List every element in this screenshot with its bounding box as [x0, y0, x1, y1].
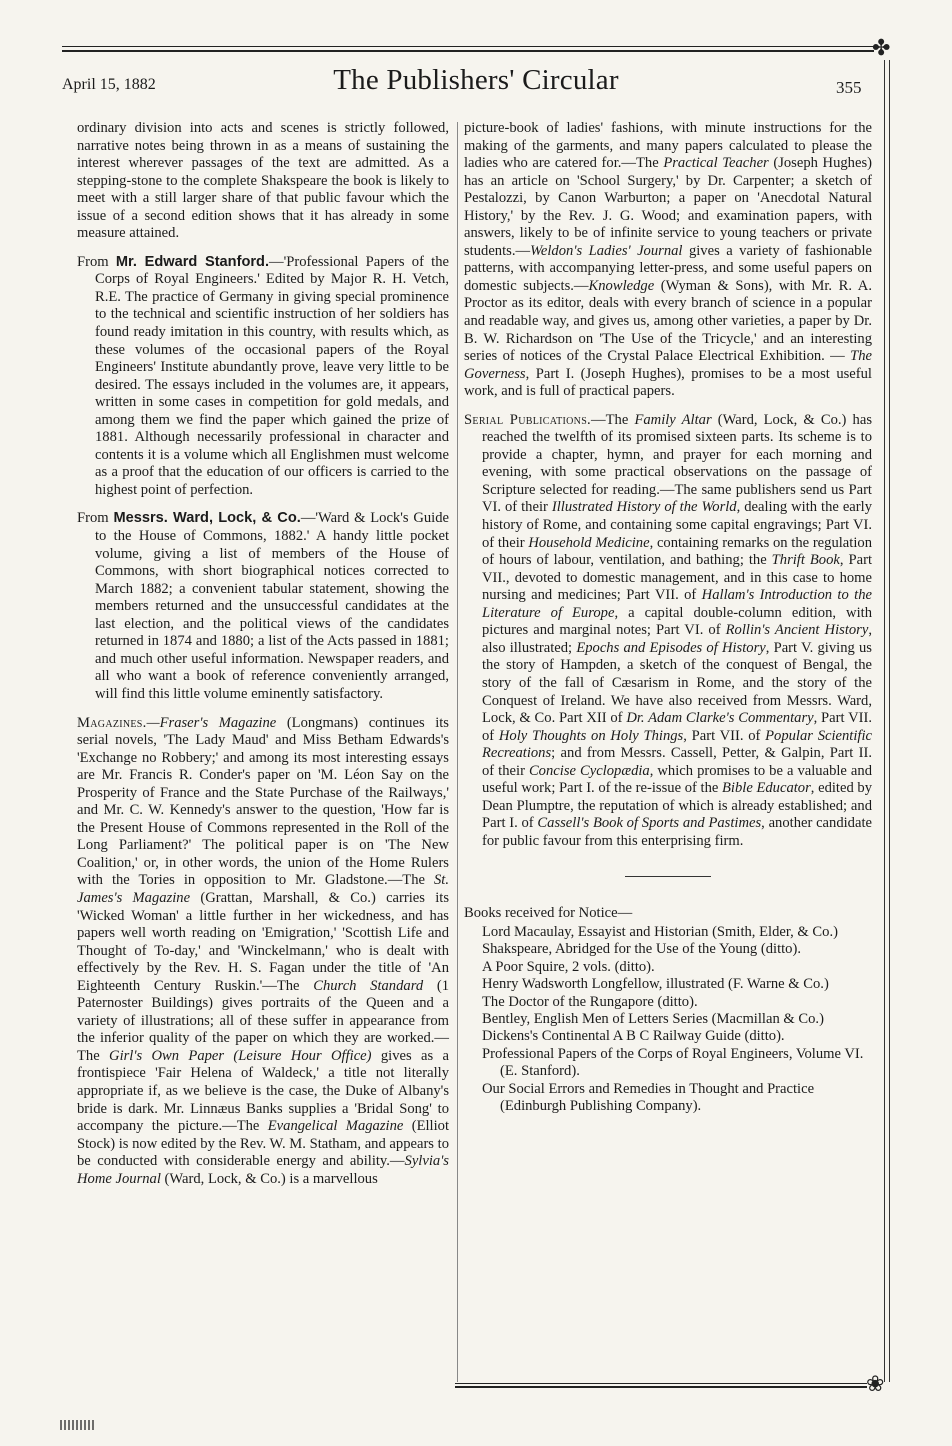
bottom-ornament-icon: ❀ — [866, 1372, 885, 1397]
serial-text-m: , edited by Dean Plumptre, the reputation of which is already established; and Part I. of — [482, 780, 873, 832]
illustrated-history-title: Illustrated History of the World — [551, 499, 737, 516]
page-title: The Publishers' Circular — [333, 64, 619, 96]
stanford-publisher: Mr. Edward Stanford. — [115, 253, 270, 270]
serial-text-k: ; and from Messrs. Cassell, Petter, & Galpin, Part II. of their — [482, 745, 872, 779]
right-text-b: (Joseph Hughes) has an article on 'School Surgery,' by Dr. Carpenter; a sketch of Pestalozzi, by Canon Warburton; a paper on 'Anecdotal Natural History,' by the Rev. J. G. Wood; and examination papers, with answers, likely to be of infinite service to young teachers or private students.— — [464, 155, 872, 259]
book-item: Lord Macaulay, Essayist and Historian (Smith, Elder, & Co.) — [482, 923, 838, 940]
left-column — [77, 120, 449, 1199]
magazines-text-e: (Elliot Stock) is now edited by the Rev. W. M. Statham, and appears to be conducted with considerable energy and ability.— — [77, 1118, 450, 1170]
magazines-text-b: (Grattan, Marshall, & Co.) carries its 'Wicked Woman' a little further in her wickedness, and has papers well worth reading on 'Emigration,' 'Scottish Life and Thought of To-day,' and 'Winckelmann,' who is dealt with effectively by the Rev. H. S. Fagan under the title of 'An Eighteenth Century Ruskin.'—The — [77, 889, 449, 994]
popular-recreations-title: Popular Scientific Recreations — [482, 727, 872, 762]
evangelical-magazine-title: Evangelical Magazine — [267, 1118, 404, 1135]
book-item: A Poor Squire, 2 vols. (ditto). — [482, 958, 655, 975]
magazines-text-f: (Ward, Lock, & Co.) is a marvellous — [160, 1170, 378, 1187]
serial-text-d: , containing remarks on the regulation of hours of labour, ventilation, and bathing; the — [482, 534, 872, 569]
serial-text-c: , dealing with the early history of Rome, and containing some capital engravings; Part VI. of their — [482, 499, 872, 551]
issue-date: April 15, 1882 — [62, 76, 156, 93]
serial-text-f: , a capital double-column edition, with pictures and marginal notes; Part VI. of — [482, 604, 872, 639]
holy-thoughts-title: Holy Thoughts on Holy Things — [498, 727, 684, 744]
serial-text-j: , Part VII. of — [683, 727, 766, 744]
magazines-text-c: (1 Paternoster Buildings) gives portraits of the Queen and a variety of illustrations; all of these suffer in appearance from the inferior quality of the paper on which they are worked.—The — [77, 977, 449, 1064]
serial-text-n: , another candidate for public favour from this enterprising firm. — [482, 815, 872, 849]
practical-teacher-title: Practical Teacher — [663, 155, 769, 172]
book-item: The Doctor of the Rungapore (ditto). — [482, 993, 698, 1010]
magazines-paragraph — [77, 715, 449, 1189]
scan-mark — [60, 1420, 94, 1430]
serial-publications-paragraph — [464, 412, 872, 851]
books-received-list — [464, 924, 872, 1115]
top-ornament-icon: ✤ — [872, 36, 891, 61]
top-double-rule — [62, 46, 874, 52]
stanford-paragraph — [77, 254, 449, 500]
serial-text-e: , Part VII., devoted to domestic management, and in this case to home nursing and medicines; Part VII. of — [482, 552, 873, 604]
ward-lock-paragraph — [77, 510, 449, 703]
ward-lock-body: —'Ward & Lock's Guide to the House of Commons, 1882.' A handy little pocket volume, giving a list of members of the House of Commons, with short biographical notices corrected to March 1882; a convenient tabular statement, showing the members returned and the unsuccessful candidates at the last election, and the political views of the candidates returned in 1874 and 1880; a list of the Acts passed in 1881; and much other useful information. Newspaper readers, and all who want a book of reference conveniently arranged, will find this little volume eminently satisfactory. — [95, 510, 449, 702]
book-item: Shakspeare, Abridged for the Use of the Young (ditto). — [482, 941, 801, 958]
ward-lock-publisher: Messrs. Ward, Lock, & Co. — [113, 510, 301, 527]
books-received-heading: Books received for Notice— — [464, 905, 633, 922]
book-item: Bentley, English Men of Letters Series (Macmillan & Co.) — [482, 1011, 824, 1027]
book-item: Professional Papers of the Corps of Royal Engineers, Volume VI. (E. Stanford). — [482, 1045, 864, 1080]
book-item: Henry Wadsworth Longfellow, illustrated (F. Warne & Co.) — [482, 976, 829, 993]
magazines-text-d: gives as a frontispiece 'Fair Helena of Waldeck,' a title not literally appropriate if, as we believe is the case, the Duke of Albany's bride is dark. Mr. Linnæus Banks supplies a 'Bridal Song' to accompany the picture.—The — [77, 1047, 449, 1135]
serial-text-h: , Part V. giving us the story of Hampden, a sketch of the conquest of Bengal, the story of the fall of Cæsarism in Rome, and the story of the Conquest of Ireland. We have also received from Messrs. Ward, Lock, & Co. Part XII of — [482, 639, 872, 727]
governess-title: The Governess — [464, 348, 872, 382]
concise-cyclopaedia-title: Concise Cyclopædia — [528, 762, 650, 779]
serial-text-g: , also illustrated; — [482, 622, 872, 656]
family-altar-title: Family Altar — [634, 411, 712, 428]
stanford-body: —'Professional Papers of the Corps of Royal Engineers.' Edited by Major R. H. Vetch, R.E. The practice of Germany in giving special prominence to the technical and scientific instruction of her soldiers has found ready imitation in this country, with results which, as these volumes of the occasional papers of the Royal Engineers' Institute abundantly prove, leave very little to be desired. The essays included in the volumes are, it appears, written in some cases in competition for gold medals, and among them we find the paper which gained the prize of 1881. Although necessarily professional in character and contents it is a volume which all Englishmen must welcome as a proof that the education of our officers is carried to the highest point of perfection. — [95, 253, 449, 498]
magazines-continuation-paragraph — [464, 120, 872, 401]
girls-own-paper-title: Girl's Own Paper (Leisure Hour Office) — [109, 1047, 372, 1064]
magazines-text-a: (Longmans) continues its serial novels, 'The Lady Maud' and Miss Betham Edwards's 'Exchange no Robbery;' and among its most interesting essays are Mr. Francis R. Conder's paper on 'M. Léon Say on the Prosperity of France and the State Purchase of the Railways,' and Mr. C. W. Kennedy's answer to the question, 'How far is the Present House of Commons represented in the Roll of the Long Parliament?' The political paper is on 'The New Coalition,' or, in other words, the union of the Home Rulers with the Tories in opposition to Mr. Gladstone.—The — [77, 714, 449, 889]
book-item: Our Social Errors and Remedies in Thought and Practice (Edinburgh Publishing Company). — [482, 1080, 815, 1115]
clarke-commentary-title: Dr. Adam Clarke's Commentary — [626, 710, 814, 727]
weldons-title: Weldon's Ladies' Journal — [530, 242, 683, 259]
rollin-title: Rollin's Ancient History — [725, 622, 869, 639]
section-separator — [625, 876, 711, 877]
stanford-from: From — [77, 253, 109, 270]
household-medicine-title: Household Medicine — [528, 534, 650, 551]
page-number: 355 — [836, 78, 862, 97]
right-text-e: , Part I. (Joseph Hughes), promises to be a most useful work, and is full of practical papers. — [464, 365, 872, 400]
right-text-c: gives a variety of fashionable patterns, with accompanying letter-press, and some useful papers on domestic subjects.— — [464, 242, 873, 294]
serial-text-b: (Ward, Lock, & Co.) has reached the twelfth of its promised sixteen parts. Its scheme is to provide a chapter, hymn, and prayer for each morning and evening, with some practical observations on the passage of Scripture selected for reading.—The same publishers send us Part VI. of their — [482, 411, 873, 516]
right-text-d: (Wyman & Sons), with Mr. R. A. Proctor as its editor, deals with every branch of science in a popular and readable way, and gives us, among other varieties, a paper by Dr. B. W. Richardson on 'The Use of the Tricycle,' and an interesting series of notices of the Crystal Palace Electrical Exhibition. — — [464, 277, 872, 365]
thrift-book-title: Thrift Book — [771, 552, 840, 569]
column-divider — [457, 122, 458, 1382]
ward-lock-from: From — [77, 510, 109, 527]
epochs-title: Epochs and Episodes of History — [576, 639, 766, 656]
bible-educator-title: Bible Educator — [722, 780, 811, 797]
right-column — [464, 120, 872, 1115]
serial-publications-label: Serial Publications. — [464, 411, 592, 428]
shakspeare-continuation-paragraph: ordinary division into acts and scenes is strictly followed, narrative notes being thrown in as a means of sustaining the interest wherever passages of the text are admitted. As a stepping-stone to the complete Shakspeare the book is likely to meet with a still larger share of that public favour which the issue of a second edition shows that it has already in some measure attained. — [77, 120, 449, 242]
st-james-title: St. James's Magazine — [77, 872, 449, 906]
frasers-title: —Fraser's Magazine — [146, 714, 277, 731]
right-text-a: picture-book of ladies' fashions, with minute instructions for the making of the garments, and many papers calculated to please the ladies who are catered for.—The — [464, 120, 872, 172]
serial-text-a: —The — [591, 411, 635, 428]
church-standard-title: Church Standard — [313, 977, 424, 994]
knowledge-title: Knowledge — [588, 277, 655, 294]
book-item: Dickens's Continental A B C Railway Guide (ditto). — [482, 1028, 785, 1045]
right-margin-rule — [884, 60, 890, 1382]
serial-text-i: , Part VII. of — [482, 710, 872, 744]
bottom-double-rule — [455, 1383, 867, 1388]
cassell-sports-title: Cassell's Book of Sports and Pastimes — [537, 815, 762, 832]
hallam-title: Hallam's Introduction to the Literature of Europe — [482, 587, 872, 621]
serial-text-l: , which promises to be a valuable and useful work; Part I. of the re-issue of the — [482, 762, 872, 797]
magazines-label: Magazines. — [77, 714, 147, 731]
sylvias-journal-title: Sylvia's Home Journal — [77, 1153, 449, 1187]
